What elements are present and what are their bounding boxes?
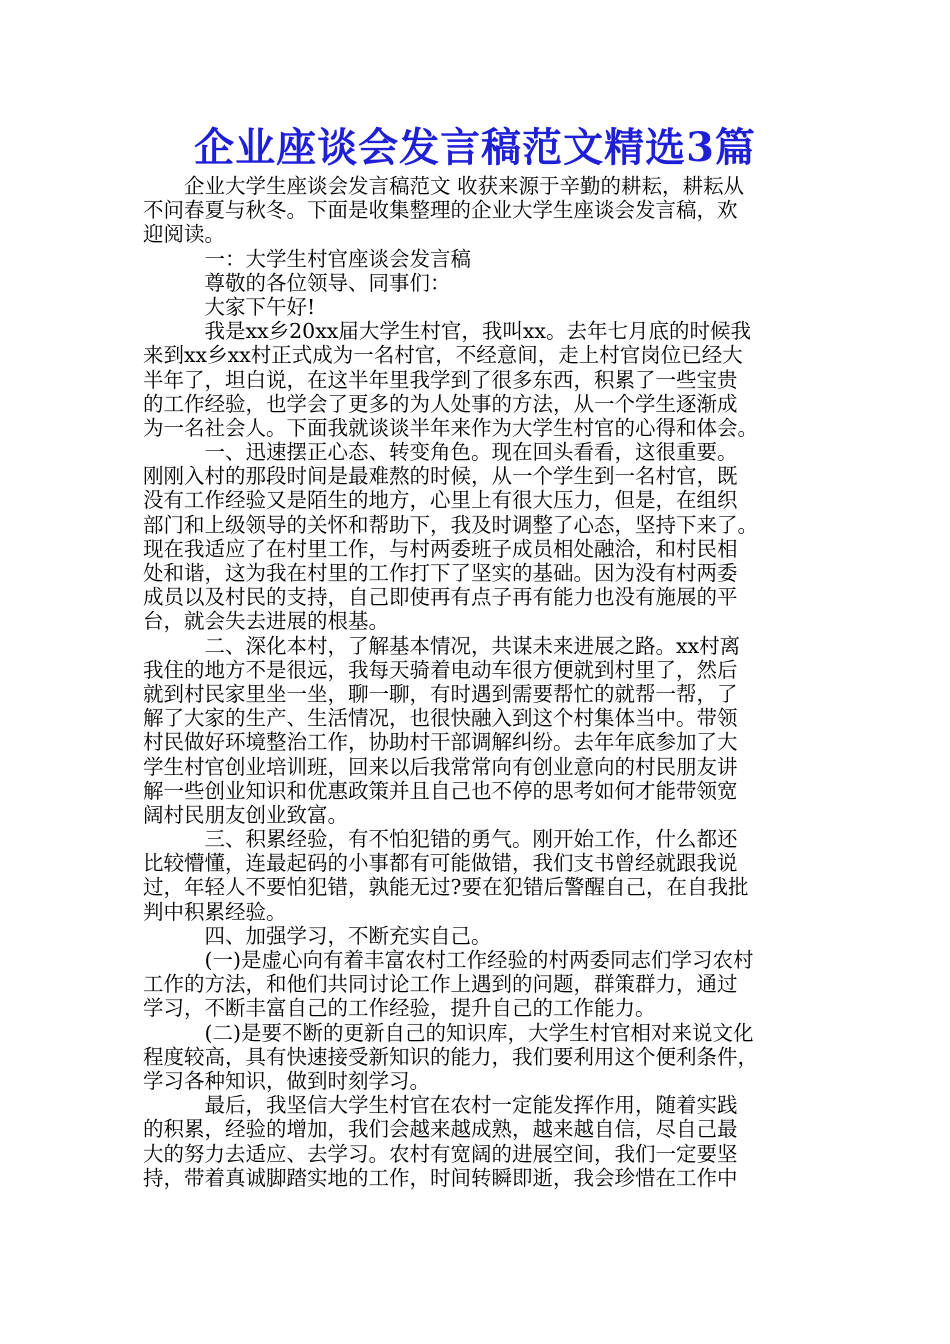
body-line: 的积累，经验的增加，我们会越来越成熟，越来越自信，尽自己最: [143, 1117, 738, 1142]
body-line: 现在我适应了在村里工作，与村两委班子成员相处融洽，和村民相: [143, 536, 738, 561]
body-line: (一)是虚心向有着丰富农村工作经验的村两委同志们学习农村: [143, 948, 754, 972]
document-title: 企业座谈会发言稿范文精选3篇: [194, 124, 756, 171]
document-body: [143, 174, 811, 1190]
body-line: 二、深化本村，了解基本情况，共谋未来进展之路。xx村离: [143, 633, 741, 658]
body-line: 我住的地方不是很远，我每天骑着电动车很方便就到村里了，然后: [143, 657, 738, 682]
body-line: 台，就会失去进展的根基。: [143, 609, 389, 634]
body-line: 的工作经验，也学会了更多的为人处事的方法，从一个学生逐渐成: [143, 391, 738, 416]
body-line: 三、积累经验，有不怕犯错的勇气。刚开始工作，什么都还: [143, 827, 738, 852]
body-line: 不问春夏与秋冬。下面是收集整理的企业大学生座谈会发言稿，欢: [143, 198, 738, 223]
body-line: 判中积累经验。: [143, 899, 287, 924]
body-line: 来到xx乡xx村正式成为一名村官，不经意间，走上村官岗位已经大: [143, 343, 743, 368]
body-line: 持，带着真诚脚踏实地的工作，时间转瞬即逝，我会珍惜在工作中: [143, 1165, 738, 1190]
body-line: 部门和上级领导的关怀和帮助下，我及时调整了心态，坚持下来了。: [143, 512, 758, 537]
body-line: 比较懵懂，连最起码的小事都有可能做错，我们支书曾经就跟我说: [143, 851, 738, 876]
body-line: 迎阅读。: [143, 222, 225, 247]
body-line: 阔村民朋友创业致富。: [143, 802, 348, 827]
body-line: 工作的方法，和他们共同讨论工作上遇到的问题，群策群力，通过: [143, 972, 738, 997]
body-line: 刚刚入村的那段时间是最难熬的时候，从一个学生到一名村官，既: [143, 464, 738, 489]
body-line: 村民做好环境整治工作，协助村干部调解纠纷。去年年底参加了大: [143, 730, 738, 755]
body-line: 学习，不断丰富自己的工作经验，提升自己的工作能力。: [143, 996, 656, 1021]
body-line: 成员以及村民的支持，自己即使再有点子再有能力也没有施展的平: [143, 585, 738, 610]
body-line: 一：大学生村官座谈会发言稿: [143, 246, 471, 271]
body-line: 处和谐，这为我在村里的工作打下了坚实的基础。因为没有村两委: [143, 561, 738, 585]
body-line: 为一名社会人。下面我就谈谈半年来作为大学生村官的心得和体会。: [143, 415, 758, 440]
body-line: 大家下午好!: [143, 294, 316, 319]
body-line: 没有工作经验又是陌生的地方，心里上有很大压力，但是，在组织: [143, 488, 738, 513]
body-line: 过，年轻人不要怕犯错，孰能无过?要在犯错后警醒自己，在自我批: [143, 875, 749, 900]
body-line: 解了大家的生产、生活情况，也很快融入到这个村集体当中。带领: [143, 706, 738, 731]
body-line: 解一些创业知识和优惠政策并且自己也不停的思考如何才能带领宽: [143, 778, 738, 803]
body-line: 最后，我坚信大学生村官在农村一定能发挥作用，随着实践: [143, 1093, 738, 1118]
body-line: 四、加强学习，不断充实自己。: [143, 923, 492, 948]
body-line: 大的努力去适应、去学习。农村有宽阔的进展空间，我们一定要坚: [143, 1141, 738, 1166]
body-line: (二)是要不断的更新自己的知识库，大学生村官相对来说文化: [143, 1020, 754, 1045]
body-line: 企业大学生座谈会发言稿范文 收获来源于辛勤的耕耘，耕耘从: [143, 174, 745, 198]
body-line: 半年了，坦白说，在这半年里我学到了很多东西，积累了一些宝贵: [143, 367, 738, 392]
body-line: 我是xx乡20xx届大学生村官，我叫xx。去年七月底的时候我: [143, 319, 751, 344]
body-line: 就到村民家里坐一坐，聊一聊，有时遇到需要帮忙的就帮一帮，了: [143, 681, 738, 706]
body-line: 程度较高，具有快速接受新知识的能力，我们要利用这个便利条件，: [143, 1044, 758, 1069]
body-line: 学习各种知识，做到时刻学习。: [143, 1068, 430, 1093]
body-line: 学生村官创业培训班，回来以后我常常向有创业意向的村民朋友讲: [143, 754, 738, 779]
body-line: 尊敬的各位领导、同事们：: [143, 270, 451, 295]
body-line: 一、迅速摆正心态、转变角色。现在回头看看，这很重要。: [143, 440, 738, 465]
